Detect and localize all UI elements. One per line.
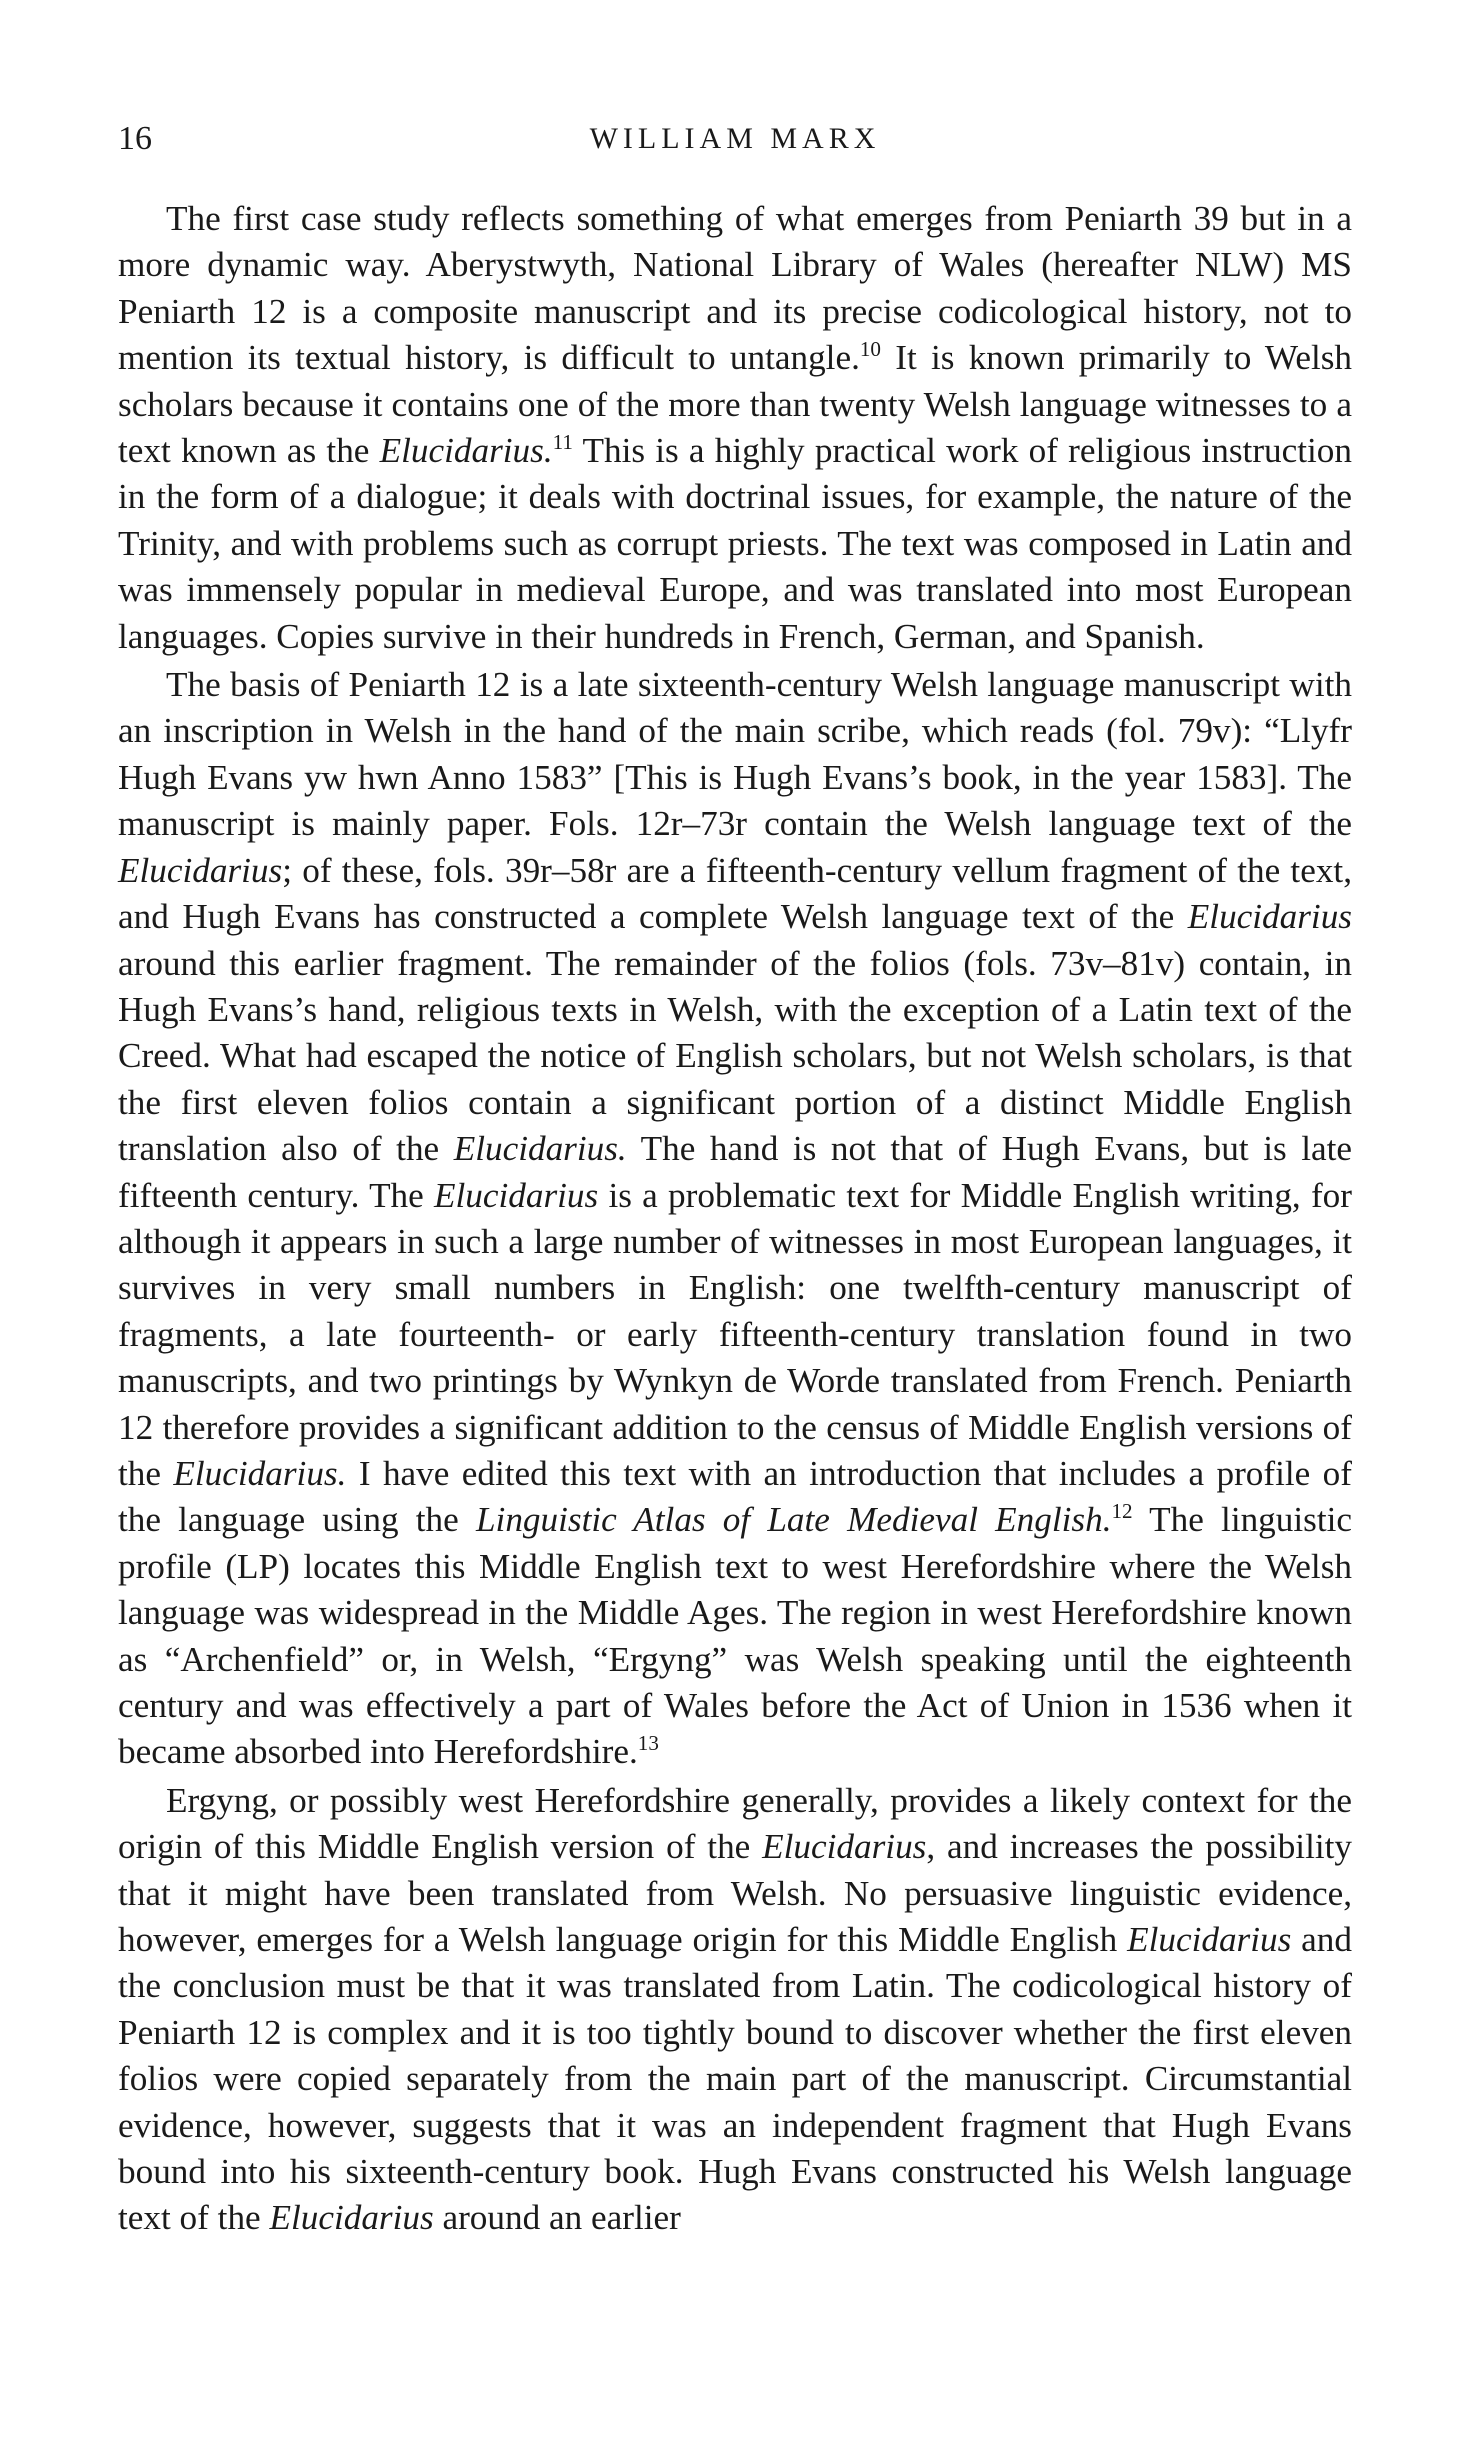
footnote-marker: 13 xyxy=(637,1731,659,1756)
text-run: The hand is not that of Hugh Evans, but is late fifteenth century. The xyxy=(118,1129,1353,1215)
italic-title-text: Elucidarius. xyxy=(379,431,553,471)
footnote-marker: 10 xyxy=(859,337,881,362)
italic-title-text: Elucidarius xyxy=(1127,1920,1292,1960)
italic-title-text: Elucidarius. xyxy=(453,1129,627,1169)
text-run: The first case study reflects something of what emerges from Peniarth 39 but in a more dynamic way. Aberystwyth, National Library of Wales (hereafter NLW) MS Peniarth 12 is a composite manuscript and its precise codicological history, not to mention its textual history, is difficult to untangle. xyxy=(118,199,1352,378)
text-run: It is known primarily to Welsh scholars because it contains one of the more than twenty Welsh language witnesses to a text known as the xyxy=(118,338,1353,471)
text-run: around an earlier xyxy=(433,2198,681,2238)
body-text xyxy=(118,196,1352,2242)
paragraph-2 xyxy=(118,662,1352,1776)
text-run: is a problematic text for Middle English writing, for although it appears in such a large number of witnesses in most European languages, it survives in very small numbers in English: one twelfth-century manuscript of fragments, a late fourteenth- or early fifteenth-century translation found in two manuscripts, and two printings by Wynkyn de Worde translated from French. Peniarth 12 therefore provides a significant addition to the census of Middle English versions of the xyxy=(118,1175,1352,1493)
italic-title-text: Elucidarius. xyxy=(173,1453,347,1493)
paragraph-3 xyxy=(118,1778,1352,2242)
text-run: around this earlier fragment. The remainder of the folios (fols. 73v–81v) contain, in Hugh Evans’s hand, religious texts in Welsh, with the exception of a Latin text of the Creed. What had escaped the notice of English scholars, but not Welsh scholars, is that the first eleven folios contain a significant portion of a distinct Middle English translation also of the xyxy=(118,943,1352,1169)
text-run: ; of these, fols. 39r–58r are a fifteenth-century vellum fragment of the text, and Hugh Evans has constructed a complete Welsh language text of the xyxy=(118,850,1352,937)
text-run: This is a highly practical work of religious instruction in the form of a dialogue; it deals with doctrinal issues, for example, the nature of the Trinity, and with problems such as corrupt priests. The text was composed in Latin and was immensely popular in medieval Europe, and was translated into most European languages. Copies survive in their hundreds in French, German, and Spanish. xyxy=(118,431,1352,656)
paragraph-1 xyxy=(118,196,1352,660)
text-run: , and increases the possibility that it might have been translated from Welsh. No persuasive linguistic evidence, however, emerges for a Welsh language origin for this Middle English xyxy=(118,1827,1352,1960)
running-title: WILLIAM MARX xyxy=(589,122,881,155)
italic-title-text: Elucidarius xyxy=(762,1827,927,1867)
footnote-marker: 11 xyxy=(552,429,573,454)
text-run: and the conclusion must be that it was translated from Latin. The codicological history of Peniarth 12 is complex and it is too tightly bound to discover whether the first eleven folios were copied separately from the main part of the manuscript. Circumstantial evidence, however, suggests that it was an independent fragment that Hugh Evans bound into his sixteenth-century book. Hugh Evans constructed his Welsh language text of the xyxy=(118,1920,1352,2238)
italic-title-text: Elucidarius xyxy=(118,850,283,890)
italic-title-text: Elucidarius xyxy=(269,2198,434,2238)
italic-title-text: Linguistic Atlas of Late Medieval English. xyxy=(475,1500,1112,1540)
page-number: 16 xyxy=(118,120,152,157)
text-run: Ergyng, or possibly west Herefordshire generally, provides a likely context for the origin of this Middle English version of the xyxy=(118,1780,1352,1867)
italic-title-text: Elucidarius xyxy=(1187,897,1352,937)
footnote-marker: 12 xyxy=(1111,1499,1133,1524)
text-run: I have edited this text with an introduction that includes a profile of the language using the xyxy=(118,1453,1352,1540)
text-run: The basis of Peniarth 12 is a late sixteenth-century Welsh language manuscript with an inscription in Welsh in the hand of the main scribe, which reads (fol. 79v): “Llyfr Hugh Evans yw hwn Anno 1583” [This is Hugh Evans’s book, in the year 1583]. The manuscript is mainly paper. Fols. 12r–73r contain the Welsh language text of the xyxy=(118,665,1352,844)
italic-title-text: Elucidarius xyxy=(434,1175,599,1215)
text-run: The linguistic profile (LP) locates this Middle English text to west Herefordshire where the Welsh language was widespread in the Middle Ages. The region in west Herefordshire known as “Archenfield” or, in Welsh, “Ergyng” was Welsh speaking until the eighteenth century and was effectively a part of Wales before the Act of Union in 1536 when it became absorbed into Herefordshire. xyxy=(118,1500,1353,1772)
running-head xyxy=(118,114,1352,164)
